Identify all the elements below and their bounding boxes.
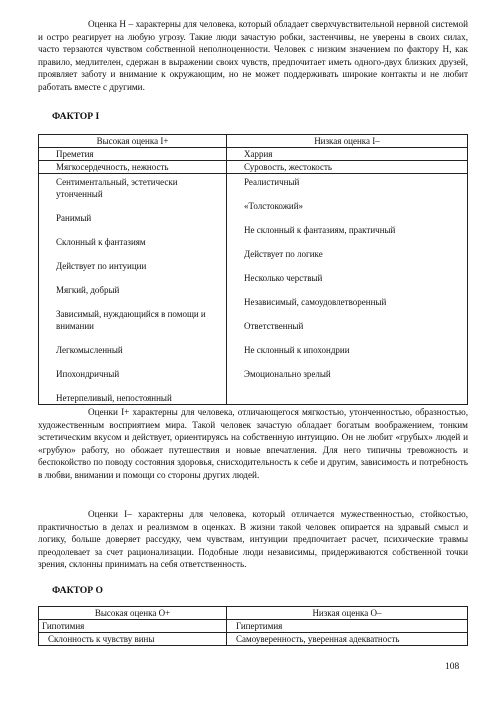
factor-o-table bbox=[38, 606, 468, 646]
factor-i-high-item: Легкомысленный bbox=[56, 345, 123, 355]
factor-i-heading: ФАКТОР I bbox=[52, 111, 100, 122]
factor-i-high-item: Мягкий, добрый bbox=[56, 285, 120, 295]
factor-o-row2-low: Самоуверенность, уверенная адекватность bbox=[227, 633, 468, 646]
factor-i-low-item: Несколько черствый bbox=[244, 273, 323, 283]
factor-i-low-item: Не склонный к ипохондрии bbox=[244, 345, 350, 355]
factor-i-low-list bbox=[227, 174, 468, 405]
factor-i-low-header: Низкая оценка I– bbox=[227, 135, 468, 148]
factor-i-high-item: Сентиментальный, эстетически утонченный bbox=[56, 177, 178, 199]
factor-i-high-list bbox=[39, 174, 227, 405]
factor-o-row1-high: Гипотимия bbox=[39, 620, 227, 633]
factor-i-high-item: Ипохондричный bbox=[56, 369, 120, 379]
factor-i-low-item: Не склонный к фантазиям, практичный bbox=[244, 225, 396, 235]
factor-i-high-item: Нетерпеливый, непостоянный bbox=[56, 393, 172, 403]
factor-i-low-item: «Толстокожий» bbox=[244, 201, 304, 211]
factor-o-heading: ФАКТОР O bbox=[52, 585, 103, 596]
factor-i-high-item: Зависимый, нуждающийся в помощи и внимании bbox=[56, 309, 206, 331]
paragraph-h-minus: Оценка H – характерны для человека, который обладает сверхчувствительной нервной системой и остро реагирует на любую угрозу. Такие люди зачастую робки, застенчивы, не уверены в своих силах, часто терзаются чувством собственной неполноценности. Человек с низким значением по фактору H, как правило, медлителен, сдержан в выражении своих чувств, предпочитает иметь одного-двух близких друзей, проявляет заботу и внимание к окружающим, но не может поддерживать широкие контакты и не любит работать вместе с другими. bbox=[38, 19, 468, 92]
factor-i-high-item: Действует по интуиции bbox=[56, 261, 147, 271]
factor-o-low-header: Низкая оценка O– bbox=[227, 607, 468, 620]
factor-i-low-item: Эмоционально зрелый bbox=[244, 369, 331, 379]
paragraph-i-minus: Оценки I– характерны для человека, который отличается мужественностью, стойкостью, практичностью в делах и реализмом в оценках. В жизни такой человек опирается на здравый смысл и логику, больше доверяет рассудку, чем чувствам, интуиции предпочитает расчет, психические травмы преодолевает за счет рационализации. Подобные люди независимы, придерживаются собственной точки зрения, склонны принимать на себя ответственность. bbox=[38, 509, 468, 570]
factor-i-low-item: Реалистичный bbox=[244, 177, 300, 187]
factor-o-row1-low: Гипертимия bbox=[227, 620, 468, 633]
factor-i-low-item: Ответственный bbox=[244, 321, 304, 331]
paragraph-i-plus: Оценки I+ характерны для человека, отличающегося мягкостью, утонченностью, образностью, художественным восприятием мира. Такой человек зачастую обладает богатым воображением, тонким эстетическим вкусом и действует, ориентируясь на собственную интуицию. Он не любит «грубых» людей и «грубую» работу, но обожает путешествия и новые впечатления. Для него типичны тревожность и беспокойство по поводу состояния здоровья, снисходительность к себе и другим, зависимость и потребность в любви, внимании и помощи со стороны других людей. bbox=[38, 407, 468, 480]
factor-i-row2-low: Суровость, жестокость bbox=[227, 161, 468, 174]
factor-i-table bbox=[38, 134, 468, 405]
factor-o-high-header: Высокая оценка O+ bbox=[39, 607, 227, 620]
factor-i-low-item: Действует по логике bbox=[244, 249, 323, 259]
factor-i-row1-high: Преметия bbox=[39, 148, 227, 161]
factor-i-high-header: Высокая оценка I+ bbox=[39, 135, 227, 148]
factor-i-high-item: Ранимый bbox=[56, 213, 92, 223]
factor-o-row2-high: Склонность к чувству вины bbox=[39, 633, 227, 646]
factor-i-row1-low: Харрия bbox=[227, 148, 468, 161]
factor-i-row2-high: Мягкосердечность, нежность bbox=[39, 161, 227, 174]
factor-i-low-item: Независимый, самоудовлетворенный bbox=[244, 297, 387, 307]
page-number: 108 bbox=[445, 662, 460, 672]
factor-i-high-item: Склонный к фантазиям bbox=[56, 237, 146, 247]
